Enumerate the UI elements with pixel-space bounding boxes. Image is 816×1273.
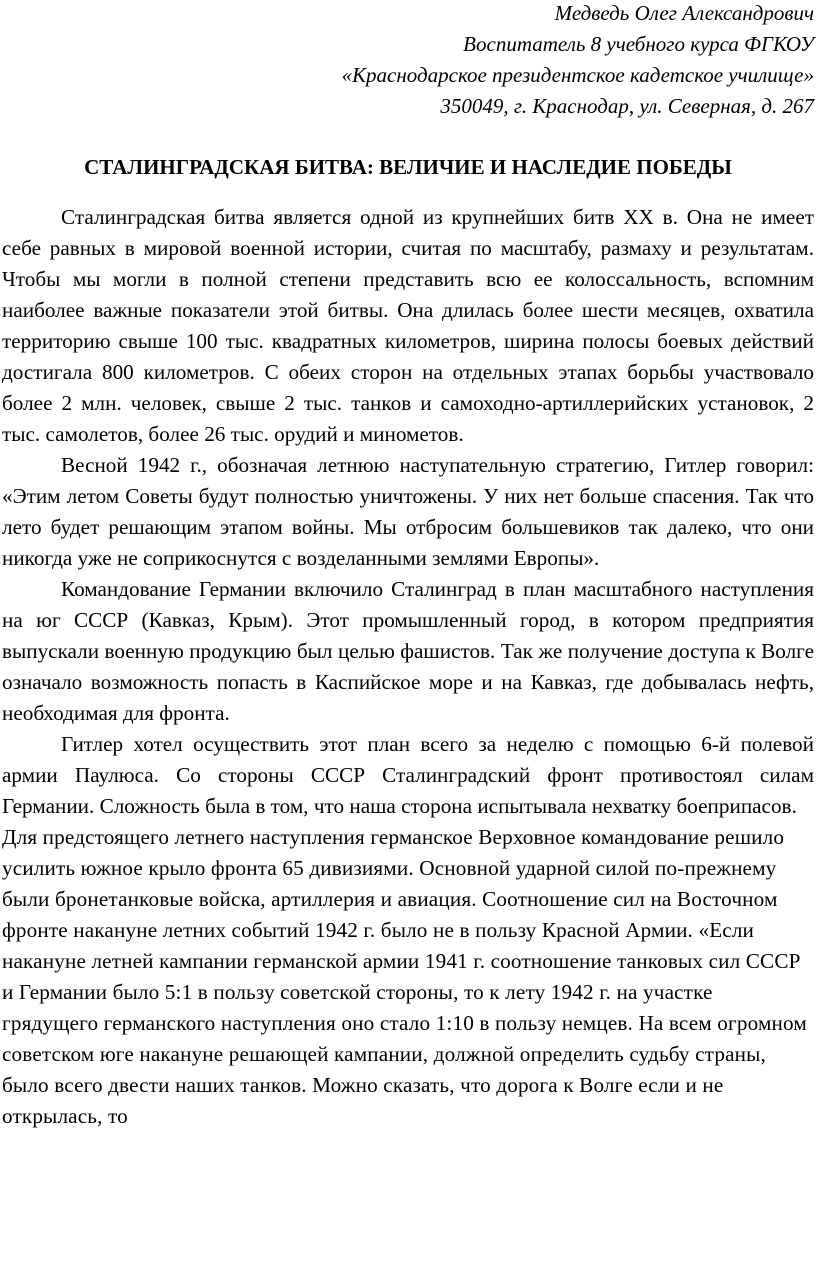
paragraph-3: Командование Германии включило Сталинград в план масштабного наступления на юг СССР (Кавказ, Крым). Этот промышленный город, в котором предприятия выпускали военную продукцию был целью фашистов. Так же получение доступа к Волге означало возможность попасть в Каспийское море и на Кавказ, где добывалась нефть, необходимая для фронта.	[2, 577, 814, 725]
author-position: Воспитатель 8 учебного курса ФГКОУ	[463, 32, 814, 56]
paragraph-4: Гитлер хотел осуществить этот план всего за неделю с помощью 6-й полевой армии Паулюса. Со стороны СССР Сталинградский фронт противостоял силам Германии. Сложность была в том, что наша сторона испытывала нехватку боеприпасов.	[2, 732, 814, 818]
author-block	[2, 0, 814, 122]
author-name: Медведь Олег Александрович	[554, 1, 814, 25]
author-institution: «Краснодарское президентское кадетское училище»	[341, 63, 814, 87]
paragraph-2: Весной 1942 г., обозначая летнюю наступательную стратегию, Гитлер говорил: «Этим летом Советы будут полностью уничтожены. У них нет больше спасения. Так что лето будет решающим этапом войны. Мы отбросим большевиков так далеко, что они никогда уже не соприкоснутся с возделанными землями Европы».	[2, 453, 814, 570]
paragraph-5: Для предстоящего летнего наступления германское Верховное командование решило усилить южное крыло фронта 65 дивизиями. Основной ударной силой по-прежнему были бронетанковые войска, артиллерия и авиация. Соотношение сил на Восточном фронте накануне летних событий 1942 г. было не в пользу Красной Армии. «Если накануне летней кампании германской армии 1941 г. соотношение танковых сил СССР и Германии было 5:1 в пользу советской стороны, то к лету 1942 г. на участке грядущего германского наступления оно стало 1:10 в пользу немцев. На всем огромном советском юге накануне решающей кампании, должной определить судьбу страны, было всего двести наших танков. Можно сказать, что дорога к Волге если и не открылась, то	[2, 825, 807, 1128]
author-address: 350049, г. Краснодар, ул. Северная, д. 267	[440, 94, 814, 118]
article-title: СТАЛИНГРАДСКАЯ БИТВА: ВЕЛИЧИЕ И НАСЛЕДИЕ ПОБЕДЫ	[84, 155, 732, 179]
paragraph-1: Сталинградская битва является одной из крупнейших битв XX в. Она не имеет себе равных в мировой военной истории, считая по масштабу, размаху и результатам. Чтобы мы могли в полной степени представить всю ее колоссальность, вспомним наиболее важные показатели этой битвы. Она длилась более шести месяцев, охватила территорию свыше 100 тыс. квадратных километров, ширина полосы боевых действий достигала 800 километров. С обеих сторон на отдельных этапах борьбы участвовало более 2 млн. человек, свыше 2 тыс. танков и самоходно-артиллерийских установок, 2 тыс. самолетов, более 26 тыс. орудий и минометов.	[2, 205, 814, 446]
